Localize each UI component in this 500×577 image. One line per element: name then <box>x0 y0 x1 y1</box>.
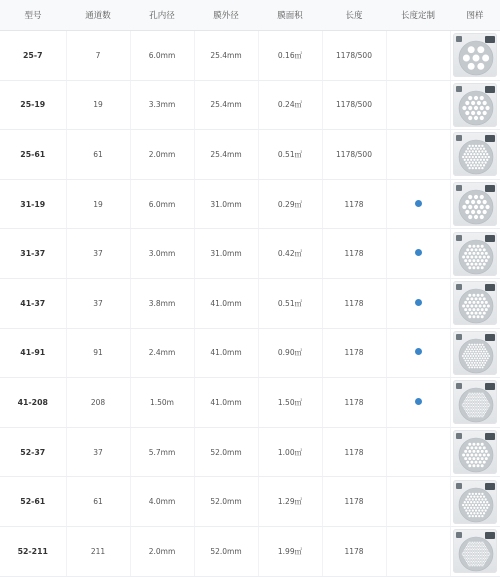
inner-diameter-cell: 6.0mm <box>130 31 194 81</box>
cross-section-icon <box>453 380 497 424</box>
membrane-cross-section-image <box>453 529 497 573</box>
area-cell: 0.16㎡ <box>258 31 322 81</box>
custom-length-cell <box>386 278 450 328</box>
model-cell: 52-61 <box>0 477 66 527</box>
inner-diameter-cell: 2.0mm <box>130 526 194 576</box>
header-outer-diameter: 膜外径 <box>194 0 258 31</box>
custom-length-dot-icon <box>415 348 422 355</box>
outer-diameter-cell: 31.0mm <box>194 229 258 279</box>
inner-diameter-cell: 2.0mm <box>130 130 194 180</box>
pattern-cell <box>450 427 500 477</box>
custom-length-cell <box>386 427 450 477</box>
custom-length-cell <box>386 31 450 81</box>
area-cell: 1.29㎡ <box>258 477 322 527</box>
table-row <box>0 229 500 279</box>
area-cell: 1.99㎡ <box>258 526 322 576</box>
cross-section-icon <box>453 480 497 524</box>
custom-length-cell <box>386 130 450 180</box>
table-row <box>0 179 500 229</box>
channels-cell: 37 <box>66 229 130 279</box>
pattern-cell <box>450 130 500 180</box>
custom-length-cell <box>386 328 450 378</box>
membrane-cross-section-image <box>453 132 497 176</box>
table-row <box>0 328 500 378</box>
table-row <box>0 477 500 527</box>
custom-length-dot-icon <box>415 200 422 207</box>
model-cell: 41-37 <box>0 278 66 328</box>
outer-diameter-cell: 41.0mm <box>194 378 258 428</box>
channels-cell: 61 <box>66 477 130 527</box>
cross-section-icon <box>453 529 497 573</box>
channels-cell: 19 <box>66 179 130 229</box>
model-cell: 25-61 <box>0 130 66 180</box>
header-pattern: 图样 <box>450 0 500 31</box>
area-cell: 0.29㎡ <box>258 179 322 229</box>
channels-cell: 211 <box>66 526 130 576</box>
header-model: 型号 <box>0 0 66 31</box>
membrane-cross-section-image <box>453 480 497 524</box>
pattern-cell <box>450 229 500 279</box>
cross-section-icon <box>453 281 497 325</box>
cross-section-icon <box>453 430 497 474</box>
inner-diameter-cell: 6.0mm <box>130 179 194 229</box>
model-cell: 31-19 <box>0 179 66 229</box>
membrane-cross-section-image <box>453 232 497 276</box>
area-cell: 0.24㎡ <box>258 80 322 130</box>
inner-diameter-cell: 2.4mm <box>130 328 194 378</box>
outer-diameter-cell: 25.4mm <box>194 80 258 130</box>
cross-section-icon <box>453 182 497 226</box>
outer-diameter-cell: 52.0mm <box>194 526 258 576</box>
outer-diameter-cell: 41.0mm <box>194 328 258 378</box>
length-cell: 1178 <box>322 328 386 378</box>
table-row <box>0 278 500 328</box>
outer-diameter-cell: 25.4mm <box>194 31 258 81</box>
length-cell: 1178 <box>322 229 386 279</box>
model-cell: 52-37 <box>0 427 66 477</box>
length-cell: 1178 <box>322 179 386 229</box>
length-cell: 1178/500 <box>322 31 386 81</box>
custom-length-dot-icon <box>415 299 422 306</box>
channels-cell: 37 <box>66 278 130 328</box>
cross-section-icon <box>453 33 497 77</box>
channels-cell: 208 <box>66 378 130 428</box>
inner-diameter-cell: 1.50m <box>130 378 194 428</box>
pattern-cell <box>450 526 500 576</box>
cross-section-icon <box>453 331 497 375</box>
channels-cell: 91 <box>66 328 130 378</box>
table-row <box>0 526 500 576</box>
inner-diameter-cell: 3.8mm <box>130 278 194 328</box>
custom-length-cell <box>386 80 450 130</box>
table-row <box>0 130 500 180</box>
membrane-cross-section-image <box>453 33 497 77</box>
table-row <box>0 31 500 81</box>
pattern-cell <box>450 31 500 81</box>
membrane-cross-section-image <box>453 281 497 325</box>
model-cell: 52-211 <box>0 526 66 576</box>
outer-diameter-cell: 25.4mm <box>194 130 258 180</box>
area-cell: 0.42㎡ <box>258 229 322 279</box>
model-cell: 25-7 <box>0 31 66 81</box>
membrane-cross-section-image <box>453 430 497 474</box>
channels-cell: 37 <box>66 427 130 477</box>
pattern-cell <box>450 278 500 328</box>
inner-diameter-cell: 3.0mm <box>130 229 194 279</box>
custom-length-cell <box>386 526 450 576</box>
cross-section-icon <box>453 232 497 276</box>
custom-length-cell <box>386 229 450 279</box>
header-custom-length: 长度定制 <box>386 0 450 31</box>
pattern-cell <box>450 328 500 378</box>
table-body <box>0 31 500 577</box>
channels-cell: 7 <box>66 31 130 81</box>
inner-diameter-cell: 3.3mm <box>130 80 194 130</box>
custom-length-cell <box>386 477 450 527</box>
table-row <box>0 378 500 428</box>
table-row <box>0 80 500 130</box>
length-cell: 1178/500 <box>322 80 386 130</box>
model-cell: 41-91 <box>0 328 66 378</box>
header-area: 膜面积 <box>258 0 322 31</box>
model-cell: 25-19 <box>0 80 66 130</box>
area-cell: 1.50㎡ <box>258 378 322 428</box>
custom-length-dot-icon <box>415 398 422 405</box>
model-cell: 31-37 <box>0 229 66 279</box>
model-cell: 41-208 <box>0 378 66 428</box>
pattern-cell <box>450 378 500 428</box>
area-cell: 0.51㎡ <box>258 130 322 180</box>
area-cell: 0.90㎡ <box>258 328 322 378</box>
area-cell: 0.51㎡ <box>258 278 322 328</box>
membrane-cross-section-image <box>453 182 497 226</box>
cross-section-icon <box>453 83 497 127</box>
header-inner-diameter: 孔内径 <box>130 0 194 31</box>
channels-cell: 61 <box>66 130 130 180</box>
channels-cell: 19 <box>66 80 130 130</box>
inner-diameter-cell: 5.7mm <box>130 427 194 477</box>
length-cell: 1178/500 <box>322 130 386 180</box>
area-cell: 1.00㎡ <box>258 427 322 477</box>
pattern-cell <box>450 80 500 130</box>
header-channels: 通道数 <box>66 0 130 31</box>
header-length: 长度 <box>322 0 386 31</box>
pattern-cell <box>450 179 500 229</box>
membrane-cross-section-image <box>453 380 497 424</box>
custom-length-cell <box>386 179 450 229</box>
custom-length-cell <box>386 378 450 428</box>
outer-diameter-cell: 41.0mm <box>194 278 258 328</box>
outer-diameter-cell: 52.0mm <box>194 477 258 527</box>
membrane-cross-section-image <box>453 331 497 375</box>
outer-diameter-cell: 31.0mm <box>194 179 258 229</box>
pattern-cell <box>450 477 500 527</box>
length-cell: 1178 <box>322 477 386 527</box>
length-cell: 1178 <box>322 526 386 576</box>
inner-diameter-cell: 4.0mm <box>130 477 194 527</box>
length-cell: 1178 <box>322 278 386 328</box>
table-row <box>0 427 500 477</box>
custom-length-dot-icon <box>415 249 422 256</box>
length-cell: 1178 <box>322 427 386 477</box>
header-row <box>0 0 500 31</box>
cross-section-icon <box>453 132 497 176</box>
outer-diameter-cell: 52.0mm <box>194 427 258 477</box>
length-cell: 1178 <box>322 378 386 428</box>
membrane-cross-section-image <box>453 83 497 127</box>
